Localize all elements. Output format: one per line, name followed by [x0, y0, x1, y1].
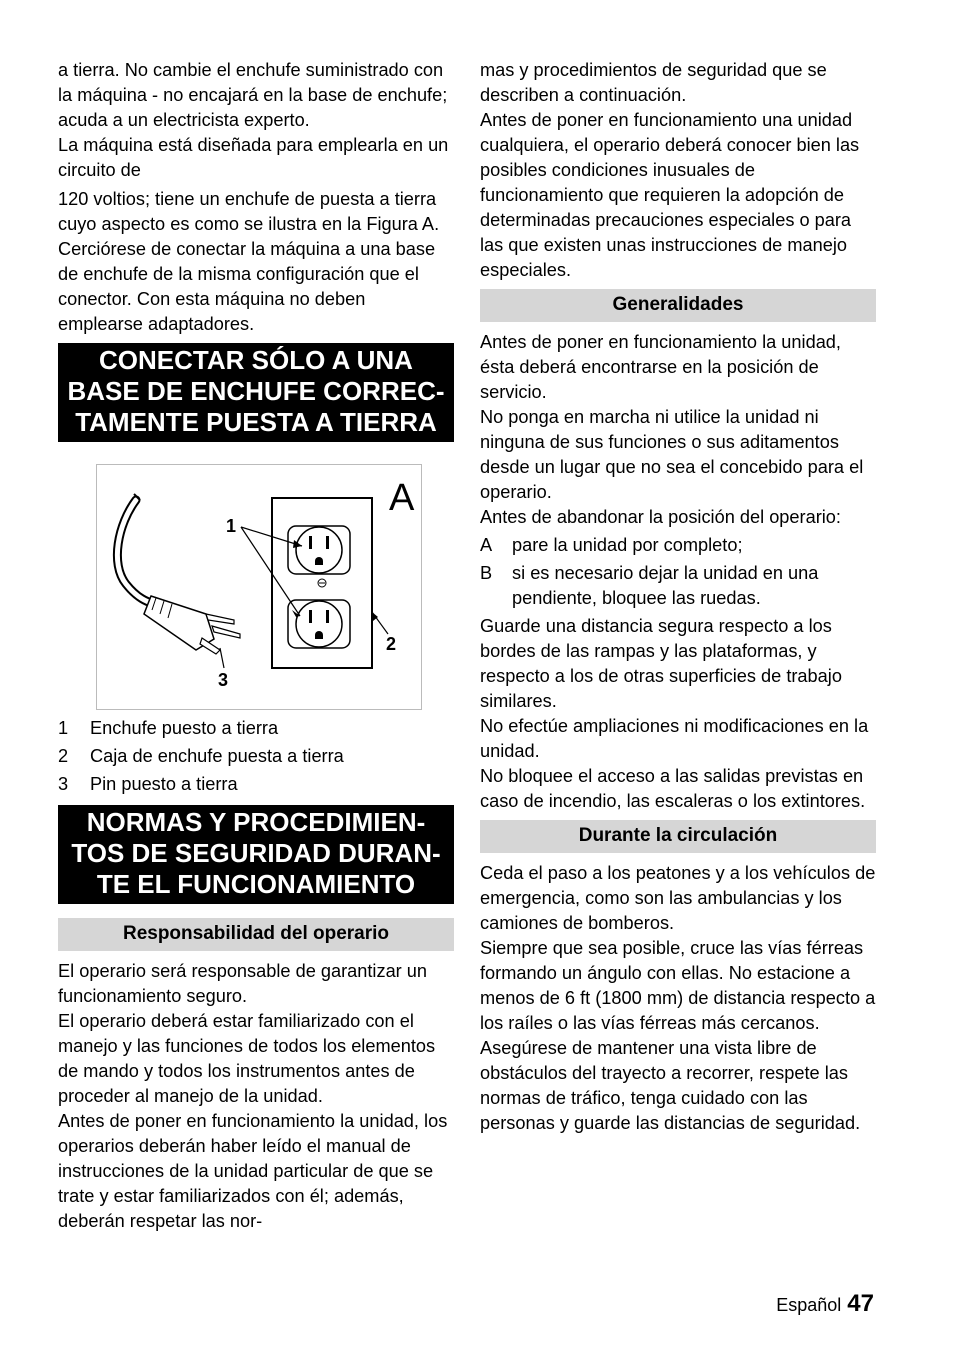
- right-column: [480, 58, 876, 1136]
- banner-line: TOS DE SEGURIDAD DURAN-: [71, 838, 441, 868]
- legend-item: 3 Pin puesto a tierra: [58, 774, 238, 794]
- left-column: [58, 58, 454, 1234]
- subheading-driving: Durante la circulación: [480, 820, 876, 853]
- paragraph: Guarde una distancia segura respecto a los bordes de las rampas y las plataformas, y respecto a los de otras superficies de trabajo similares.: [480, 616, 842, 711]
- legend-item: 2 Caja de enchufe puesta a tierra: [58, 746, 344, 766]
- paragraph: Ceda el paso a los peatones y a los vehículos de emergencia, como son las ambulancias y los camiones de bomberos.: [480, 863, 876, 933]
- footer-language: Español: [776, 1295, 842, 1315]
- banner-line: TAMENTE PUESTA A TIERRA: [75, 407, 437, 437]
- page-footer: [776, 1290, 874, 1318]
- figure-legend: [58, 714, 454, 798]
- paragraph: Antes de poner en funcionamiento una unidad cualquiera, el operario deberá conocer bien las posibles condiciones inusuales de funcionamiento que requieren la adopción de determinadas precauciones especiales o para las que existen unas instrucciones de manejo especiales.: [480, 110, 860, 280]
- list-item: B si es necesario dejar la unidad en una pendiente, bloquee las ruedas.: [480, 563, 819, 608]
- paragraph: Asegúrese de mantener una vista libre de obstáculos del trayecto a recorrer, respete las normas de tráfico, tenga cuidado con las personas y guarde las distancias de seguridad.: [480, 1038, 861, 1133]
- banner-line: NORMAS Y PROCEDIMIEN-: [86, 807, 426, 837]
- paragraph: a tierra. No cambie el enchufe suministrado con la máquina - no encajará en la base de enchufe; acuda a un electricista experto.: [58, 60, 448, 130]
- section-banner-safety: [58, 805, 454, 904]
- receptacle-icon: [288, 600, 350, 648]
- banner-line: BASE DE ENCHUFE CORREC-: [67, 376, 445, 406]
- paragraph: No bloquee el acceso a las salidas previstas en caso de incendio, las escaleras o los extintores.: [480, 766, 866, 811]
- paragraph: No ponga en marcha ni utilice la unidad ni ninguna de sus funciones o sus aditamentos desde un lugar que no sea el concebido para el operario.: [480, 407, 864, 502]
- grounded-plug-figure: [96, 464, 422, 710]
- banner-line: TE EL FUNCIONAMIENTO: [96, 869, 416, 899]
- list-item: A pare la unidad por completo;: [480, 535, 743, 555]
- callout-1: 1: [226, 516, 237, 536]
- page-number: 47: [847, 1290, 874, 1317]
- section-banner-connect: [58, 343, 454, 442]
- paragraph: Antes de poner en funcionamiento la unidad, los operarios deberán haber leído el manual de instrucciones de la unidad particular de que se trate y estar familiarizados con él; además, deberán respetar las nor-: [58, 1111, 448, 1231]
- paragraph: Antes de poner en funcionamiento la unidad, ésta deberá encontrarse en la posición de servicio.: [480, 332, 841, 402]
- paragraph: El operario deberá estar familiarizado con el manejo y las funciones de todos los elementos de mando y todos los instrumentos antes de proceder al manejo de la unidad.: [58, 1011, 436, 1106]
- subheading-responsibility: Responsabilidad del operario: [58, 918, 454, 951]
- paragraph: 120 voltios; tiene un enchufe de puesta a tierra cuyo aspecto es como se ilustra en la Figura A. Cerciórese de conectar la máquina a una base de enchufe de la misma configuración que el conector. Con esta máquina no deben emplearse adaptadores.: [58, 189, 440, 334]
- legend-item: 1 Enchufe puesto a tierra: [58, 718, 279, 738]
- paragraph: No efectúe ampliaciones ni modificaciones en la unidad.: [480, 716, 869, 761]
- paragraph: Siempre que sea posible, cruce las vías férreas formando un ángulo con ellas. No estacione a menos de 6 ft (1800 mm) de distancia respecto a los raíles o las vías férreas más cercanos.: [480, 938, 876, 1033]
- callout-3: 3: [218, 670, 229, 690]
- figure-letter: A: [389, 477, 415, 519]
- subheading-general: Generalidades: [480, 289, 876, 322]
- paragraph: mas y procedimientos de seguridad que se describen a continuación.: [480, 60, 827, 105]
- paragraph: El operario será responsable de garantizar un funcionamiento seguro.: [58, 961, 428, 1006]
- paragraph: Antes de abandonar la posición del operario:: [480, 507, 841, 527]
- receptacle-icon: [288, 526, 350, 574]
- banner-line: CONECTAR SÓLO A UNA: [99, 345, 413, 375]
- paragraph: La máquina está diseñada para emplearla en un circuito de: [58, 135, 449, 180]
- callout-2: 2: [386, 634, 397, 654]
